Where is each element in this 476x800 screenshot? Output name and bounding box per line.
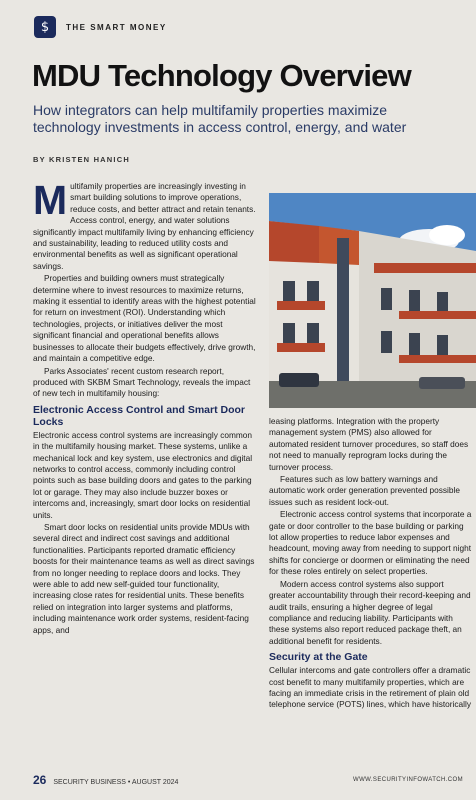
paragraph-gate-controller: Electronic access control systems that incorporate a gate or door controller to the base building or parking lot allow properties to reduce labor expenses and headcount, moving away from needing to support night shifts for concierge or doormen or eliminating the need for these roles entirely on select properties. — [269, 509, 472, 577]
paragraph-leasing: leasing platforms. Integration with the property management system (PMS) also allowed for automated resident turnover procedures, so staff does not need to manually reprogram locks during the turnover process. — [269, 416, 469, 472]
intro-text: ultifamily properties are increasingly investing in smart building solutions to improve operations, reduce costs, and better attract and retain tenants. Access control, energy, and water solutions significantly impact multifamily living by enhancing efficiency and sustainability, leading to reduced utility costs and environmental benefits as well as significant operational savings. — [33, 181, 256, 271]
drop-cap: M — [33, 177, 68, 223]
byline: BY KRISTEN HANICH — [33, 155, 130, 164]
heading-access-control: Electronic Access Control and Smart Door Locks — [33, 403, 245, 428]
section-header — [34, 16, 167, 38]
right-column — [269, 416, 472, 712]
heading-security-gate: Security at the Gate — [269, 651, 368, 664]
article-subtitle: How integrators can help multifamily properties maximize technology investments in access control, energy, and water — [33, 102, 407, 135]
website-url: WWW.SECURITYINFOWATCH.COM — [353, 777, 463, 783]
dollar-lightbulb-icon: $ — [34, 16, 56, 38]
apartment-building-photo — [269, 193, 476, 408]
paragraph-research: Parks Associates' recent custom research report, produced with SKBM Smart Technology, reveals the impact of new tech in multifamily housing: — [33, 365, 251, 399]
paragraph-accountability: Modern access control systems also support greater accountability through their record-keeping and audit trails, ensuring a higher degree of legal compliance and reducing liability. Participants with these systems also report reduced package theft, an additional benefit for residents. — [269, 578, 471, 646]
page-footer — [33, 773, 473, 787]
paragraph-roi: Properties and building owners must strategically determine where to invest resources to maximize returns, making it essential to identify areas with the highest potential for return on investment (ROI). Understanding which technologies, projects, or initiatives deliver the most significant financial and operational benefits allows businesses to allocate their budgets effectively, drive growth, and maintain a competitive edge. — [33, 273, 256, 364]
article-title: MDU Technology Overview — [32, 58, 411, 93]
paragraph-smart-locks: Smart door locks on residential units provide MDUs with several direct and indirect cost savings and additional functionalities. Participants reported dramatic efficiency boosts for their maintenance teams as well as direct savings from no longer needing to replace doors and locks. They were able to add new self-guided tour functionality, increasing close rates for residential units. These benefits relied on integration into larger systems and platforms, including maintenance work order systems, resident-facing apps, and — [33, 521, 255, 635]
left-column — [33, 177, 259, 637]
paragraph-battery-warnings: Features such as low battery warnings and automatic work order generation prevented possible issues such as resident lock-out. — [269, 474, 460, 507]
section-label: THE SMART MONEY — [66, 22, 167, 32]
paragraph-cellular-intercoms: Cellular intercoms and gate controllers offer a dramatic cost benefit to many multifamily properties, which are facing an immediate crisis in the retirement of plain old telephone service (POTS) lines, which have historically — [269, 665, 471, 710]
page-number: 26 — [33, 773, 47, 787]
publication-issue: SECURITY BUSINESS • AUGUST 2024 — [53, 779, 179, 786]
intro-paragraph — [33, 177, 259, 272]
paragraph-access-control: Electronic access control systems are increasingly common in the multifamily housing market. These systems, unlike a mechanical lock and key system, use electronics and digital networks to control access, commonly including control points such as base building doors and gates to the parking lot or garage. They may also include buzzer boxes or intercoms and, increasingly, smart door locks on residential units. — [33, 429, 253, 520]
